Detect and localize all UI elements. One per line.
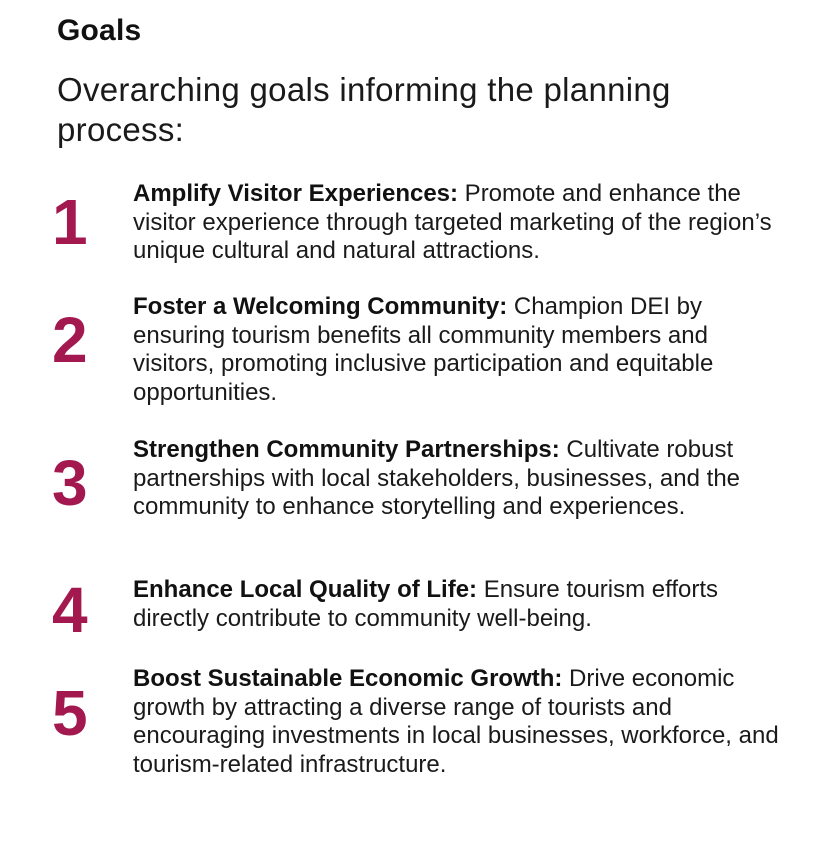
goal-title: Enhance Local Quality of Life: [133, 576, 478, 603]
goal-title: Strengthen Community Partnerships: [133, 436, 560, 463]
goal-description: Promote and enhance the visitor experience through targeted marketing of the region’s unique cultural and natural attractions. [133, 180, 772, 264]
goal-number: 3 [52, 447, 88, 519]
goal-text [133, 180, 783, 266]
goal-title: Amplify Visitor Experiences: [133, 180, 459, 207]
goal-description: Drive economic growth by attracting a diverse range of tourists and encouraging investments in local businesses, workforce, and tourism-related infrastructure. [133, 665, 779, 778]
goal-text [133, 293, 783, 407]
goal-title: Boost Sustainable Economic Growth: [133, 665, 563, 692]
goal-number: 5 [52, 677, 88, 749]
goal-description: Champion DEI by ensuring tourism benefits all community members and visitors, promoting inclusive participation and equitable opportunities. [133, 293, 714, 406]
goal-text [133, 436, 783, 522]
goal-number: 1 [52, 186, 88, 258]
page-title: Goals [57, 14, 142, 47]
goal-text [133, 665, 783, 779]
page-subtitle: Overarching goals informing the planning process: [57, 71, 671, 148]
goal-text [133, 576, 783, 633]
goal-number: 4 [52, 574, 88, 646]
goal-description: Ensure tourism efforts directly contribute to community well-being. [133, 576, 719, 632]
goal-number: 2 [52, 304, 88, 376]
goal-description: Cultivate robust partnerships with local stakeholders, businesses, and the community to enhance storytelling and experiences. [133, 436, 741, 520]
goal-title: Foster a Welcoming Community: [133, 293, 508, 320]
